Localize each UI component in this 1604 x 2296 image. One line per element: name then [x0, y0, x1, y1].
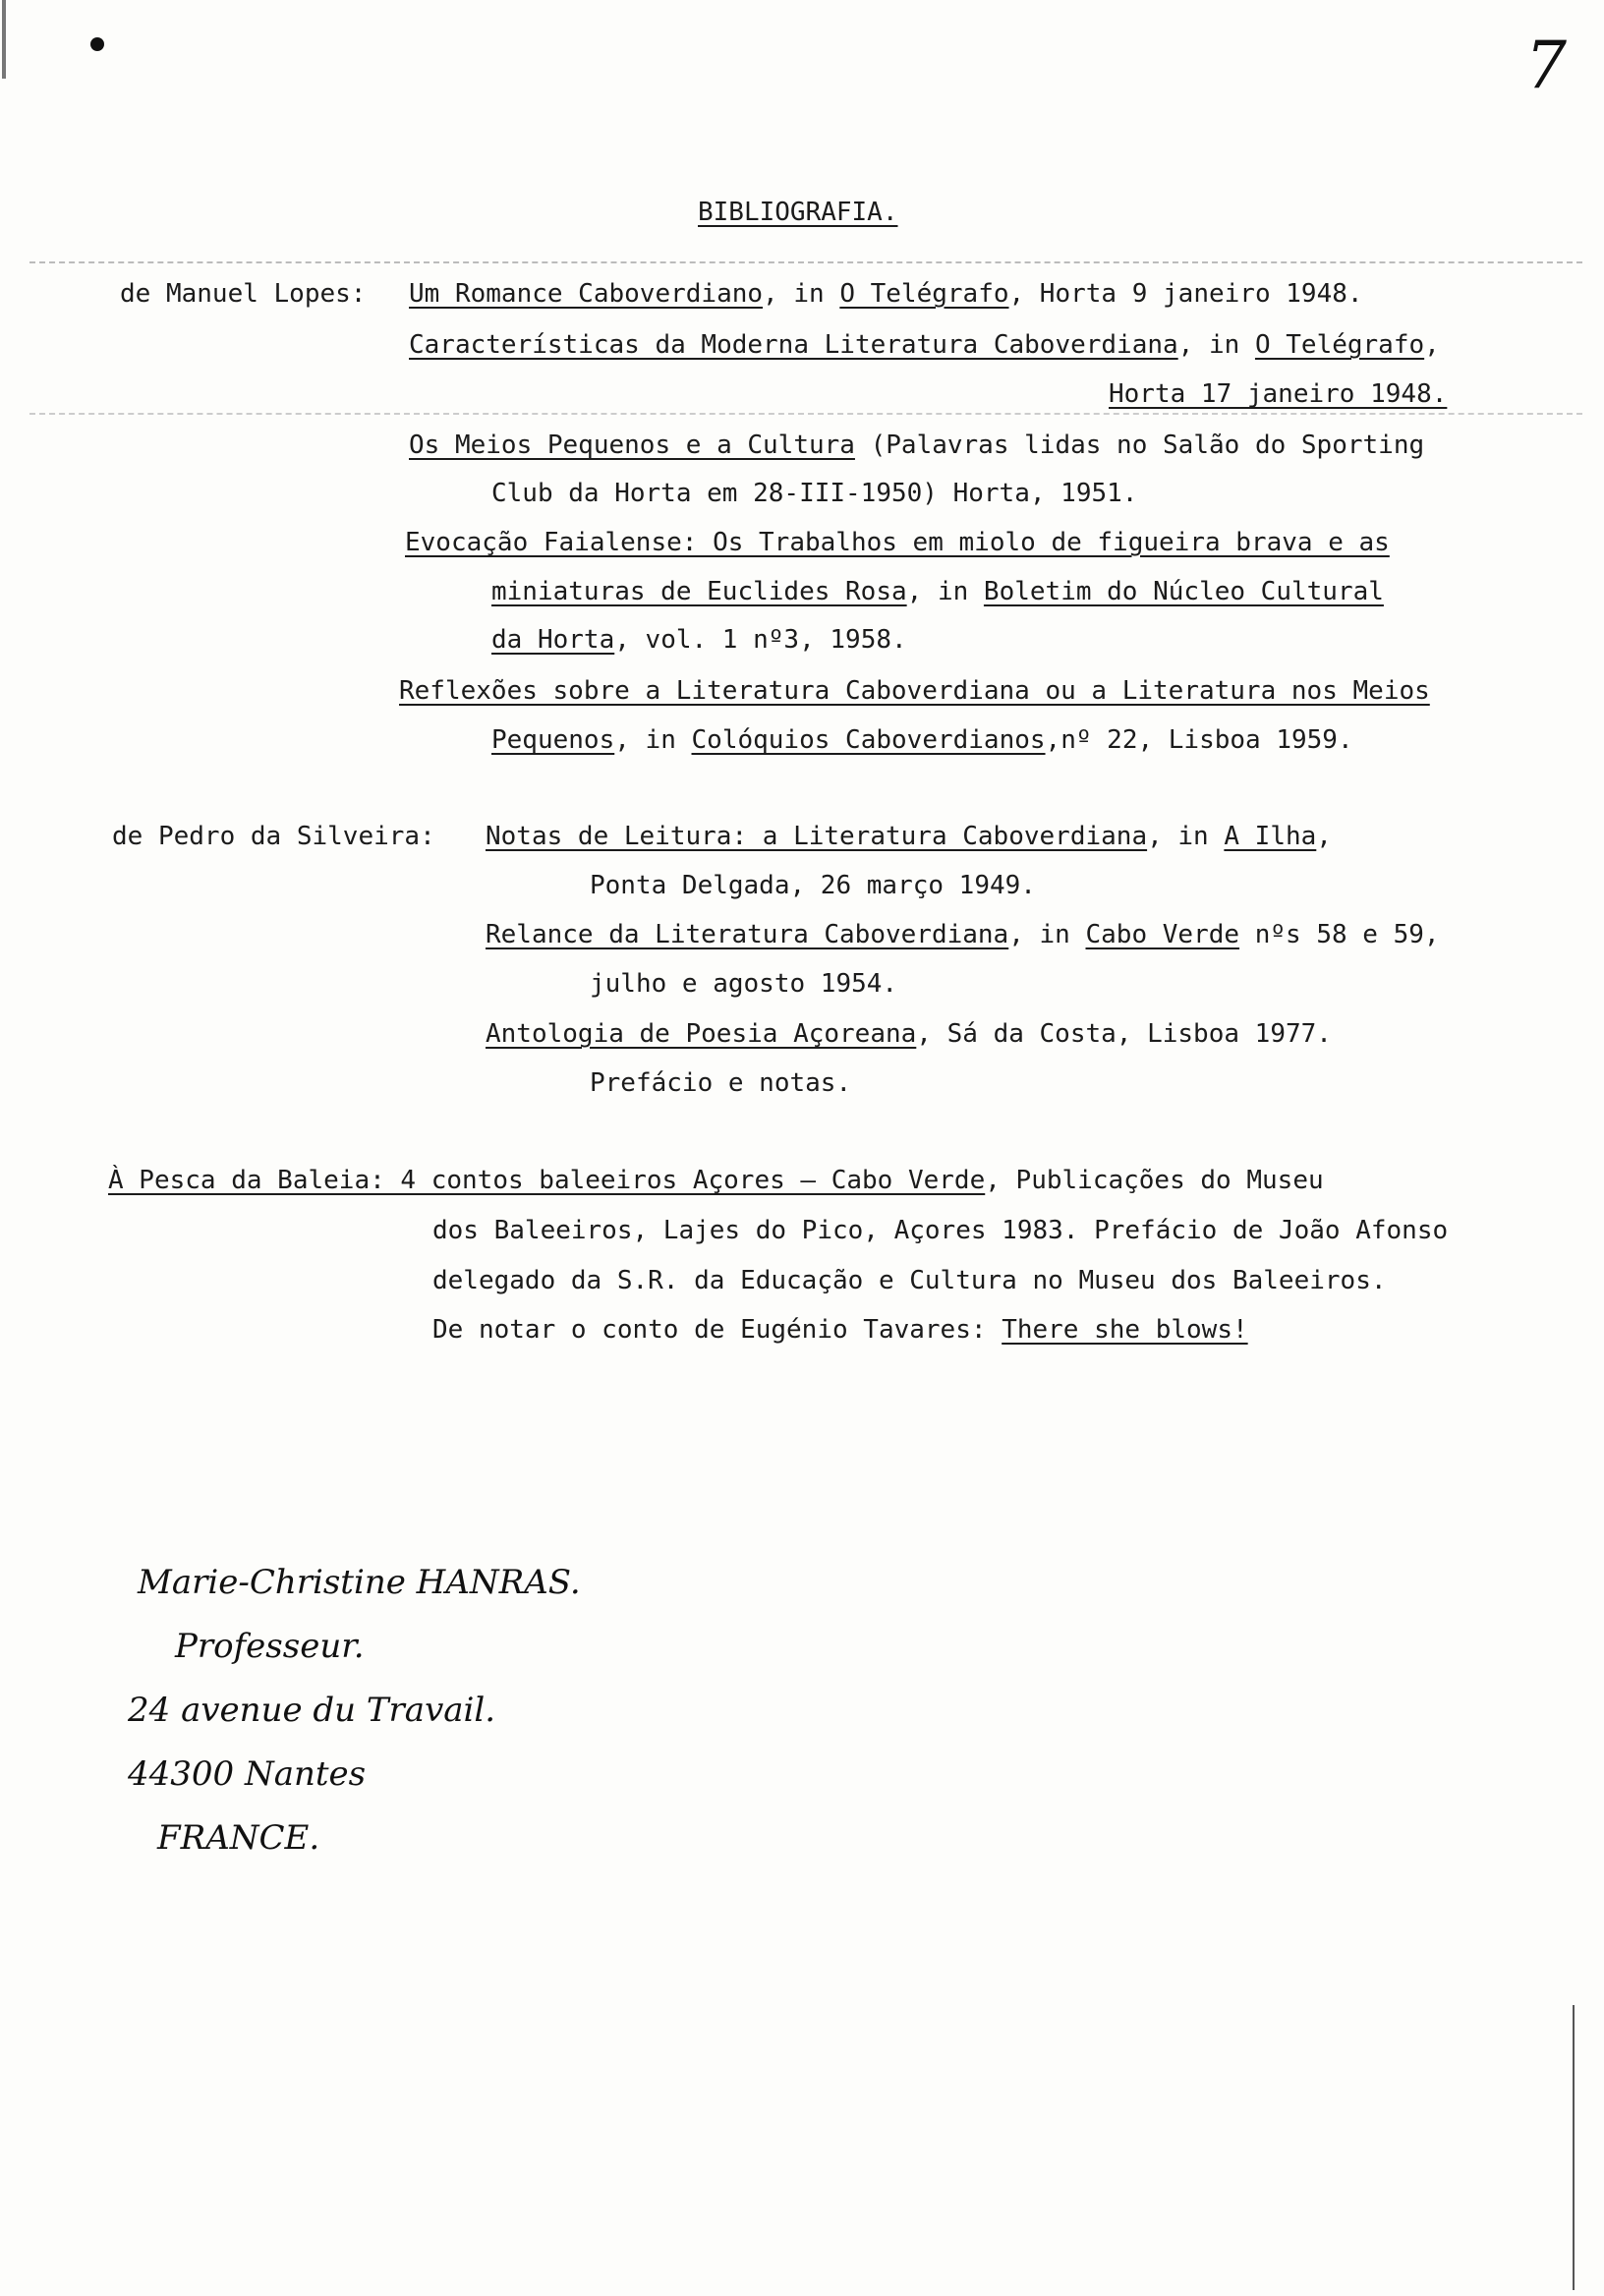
ml-entry-4-vol: , vol. 1 nº3, 1958. [614, 625, 907, 655]
ml-entry-4-title-cont: miniaturas de Euclides Rosa [491, 577, 907, 606]
ml-entry-3-title: Os Meios Pequenos e a Cultura [409, 430, 855, 460]
handwritten-name: Marie-Christine HANRAS. [138, 1563, 581, 1602]
ml-entry-4-title: Evocação Faialense: Os Trabalhos em miolo de figueira brava e as [405, 528, 1390, 557]
ps-entry-2-line2: julho e agosto 1954. [590, 969, 898, 999]
ps-entry-2-sep: , in [1008, 920, 1086, 949]
ink-dot [90, 37, 104, 51]
ps-entry-3 [486, 1021, 1332, 1047]
manuel-lopes-label: de Manuel Lopes: [120, 279, 367, 309]
ps-entry-2-issue: nºs 58 e 59, [1239, 920, 1440, 949]
page-title: BIBLIOGRAFIA. [698, 198, 898, 227]
pesca-line2: dos Baleeiros, Lajes do Pico, Açores 1983. Prefácio de João Afonso [432, 1216, 1449, 1245]
scan-rule-mid [29, 413, 1582, 415]
ml-entry-4-source: Boletim do Núcleo Cultural [983, 577, 1384, 606]
handwritten-street: 24 avenue du Travail. [128, 1691, 496, 1730]
pedro-silveira-label: de Pedro da Silveira: [112, 822, 435, 851]
ml-entry-1-source: O Telégrafo [839, 279, 1009, 309]
ml-entry-4-line3 [491, 627, 907, 653]
page-number: 7 [1525, 28, 1567, 103]
scan-rule-top [29, 261, 1582, 263]
ps-entry-1-source: A Ilha [1224, 822, 1317, 851]
ps-entry-1-title: Notas de Leitura: a Literatura Caboverdiana [486, 822, 1148, 851]
ml-entry-2-comma: , [1424, 330, 1440, 360]
handwritten-city: 44300 Nantes [128, 1754, 367, 1794]
ml-entry-5-title: Reflexões sobre a Literatura Caboverdiana ou a Literatura nos Meios [399, 676, 1430, 706]
handwritten-role: Professeur. [175, 1627, 365, 1666]
pesca-story-title: There she blows! [1002, 1315, 1248, 1345]
ml-entry-4-line2 [491, 579, 1384, 604]
ps-entry-1 [486, 824, 1332, 849]
ps-entry-2-source: Cabo Verde [1085, 920, 1240, 949]
ps-entry-2 [486, 922, 1440, 947]
pesca-entry [108, 1168, 1324, 1193]
right-margin-line [1573, 2005, 1575, 2290]
ml-entry-3 [409, 432, 1424, 458]
ml-entry-1-date: , Horta 9 janeiro 1948. [1008, 279, 1363, 309]
ml-entry-1 [409, 281, 1363, 307]
ml-entry-4-sep: , in [906, 577, 984, 606]
ml-entry-1-title: Um Romance Caboverdiano [409, 279, 764, 309]
ml-entry-2 [409, 332, 1440, 358]
ps-entry-2-title: Relance da Literatura Caboverdiana [486, 920, 1009, 949]
pesca-title: À Pesca da Baleia: 4 contos baleeiros Açores — Cabo Verde [108, 1166, 986, 1195]
ml-entry-2-date: Horta 17 janeiro 1948. [1109, 379, 1448, 409]
ps-entry-3-title: Antologia de Poesia Açoreana [486, 1019, 917, 1049]
ps-entry-1-sep: , in [1147, 822, 1225, 851]
ml-entry-5-date: ,nº 22, Lisboa 1959. [1045, 725, 1353, 755]
pesca-publisher: , Publicações do Museu [985, 1166, 1324, 1195]
ps-entry-3-pub: , Sá da Costa, Lisboa 1977. [916, 1019, 1332, 1049]
pesca-line3: delegado da S.R. da Educação e Cultura no Museu dos Baleeiros. [432, 1266, 1387, 1295]
ml-entry-2-source: O Telégrafo [1254, 330, 1425, 360]
ml-entry-3-note: (Palavras lidas no Salão do Sporting [854, 430, 1425, 460]
pesca-line4 [432, 1317, 1248, 1343]
ml-entry-5-line2 [491, 727, 1353, 753]
ml-entry-3-line2: Club da Horta em 28-III-1950) Horta, 1951. [491, 479, 1138, 508]
handwritten-country: FRANCE. [157, 1818, 320, 1858]
ml-entry-1-sep: , in [763, 279, 840, 309]
ml-entry-2-sep: , in [1177, 330, 1255, 360]
ml-entry-5-source: Colóquios Caboverdianos [691, 725, 1046, 755]
ps-entry-1-comma: , [1316, 822, 1332, 851]
ml-entry-2-title: Características da Moderna Literatura Caboverdiana [409, 330, 1178, 360]
ml-entry-5-title-cont: Pequenos [491, 725, 615, 755]
ps-entry-1-line2: Ponta Delgada, 26 março 1949. [590, 871, 1036, 900]
ml-entry-5-sep: , in [614, 725, 692, 755]
ps-entry-3-line2: Prefácio e notas. [590, 1068, 852, 1098]
left-edge-mark [2, 0, 6, 79]
ml-entry-4-source-cont: da Horta [491, 625, 615, 655]
pesca-note: De notar o conto de Eugénio Tavares: [432, 1315, 1002, 1345]
